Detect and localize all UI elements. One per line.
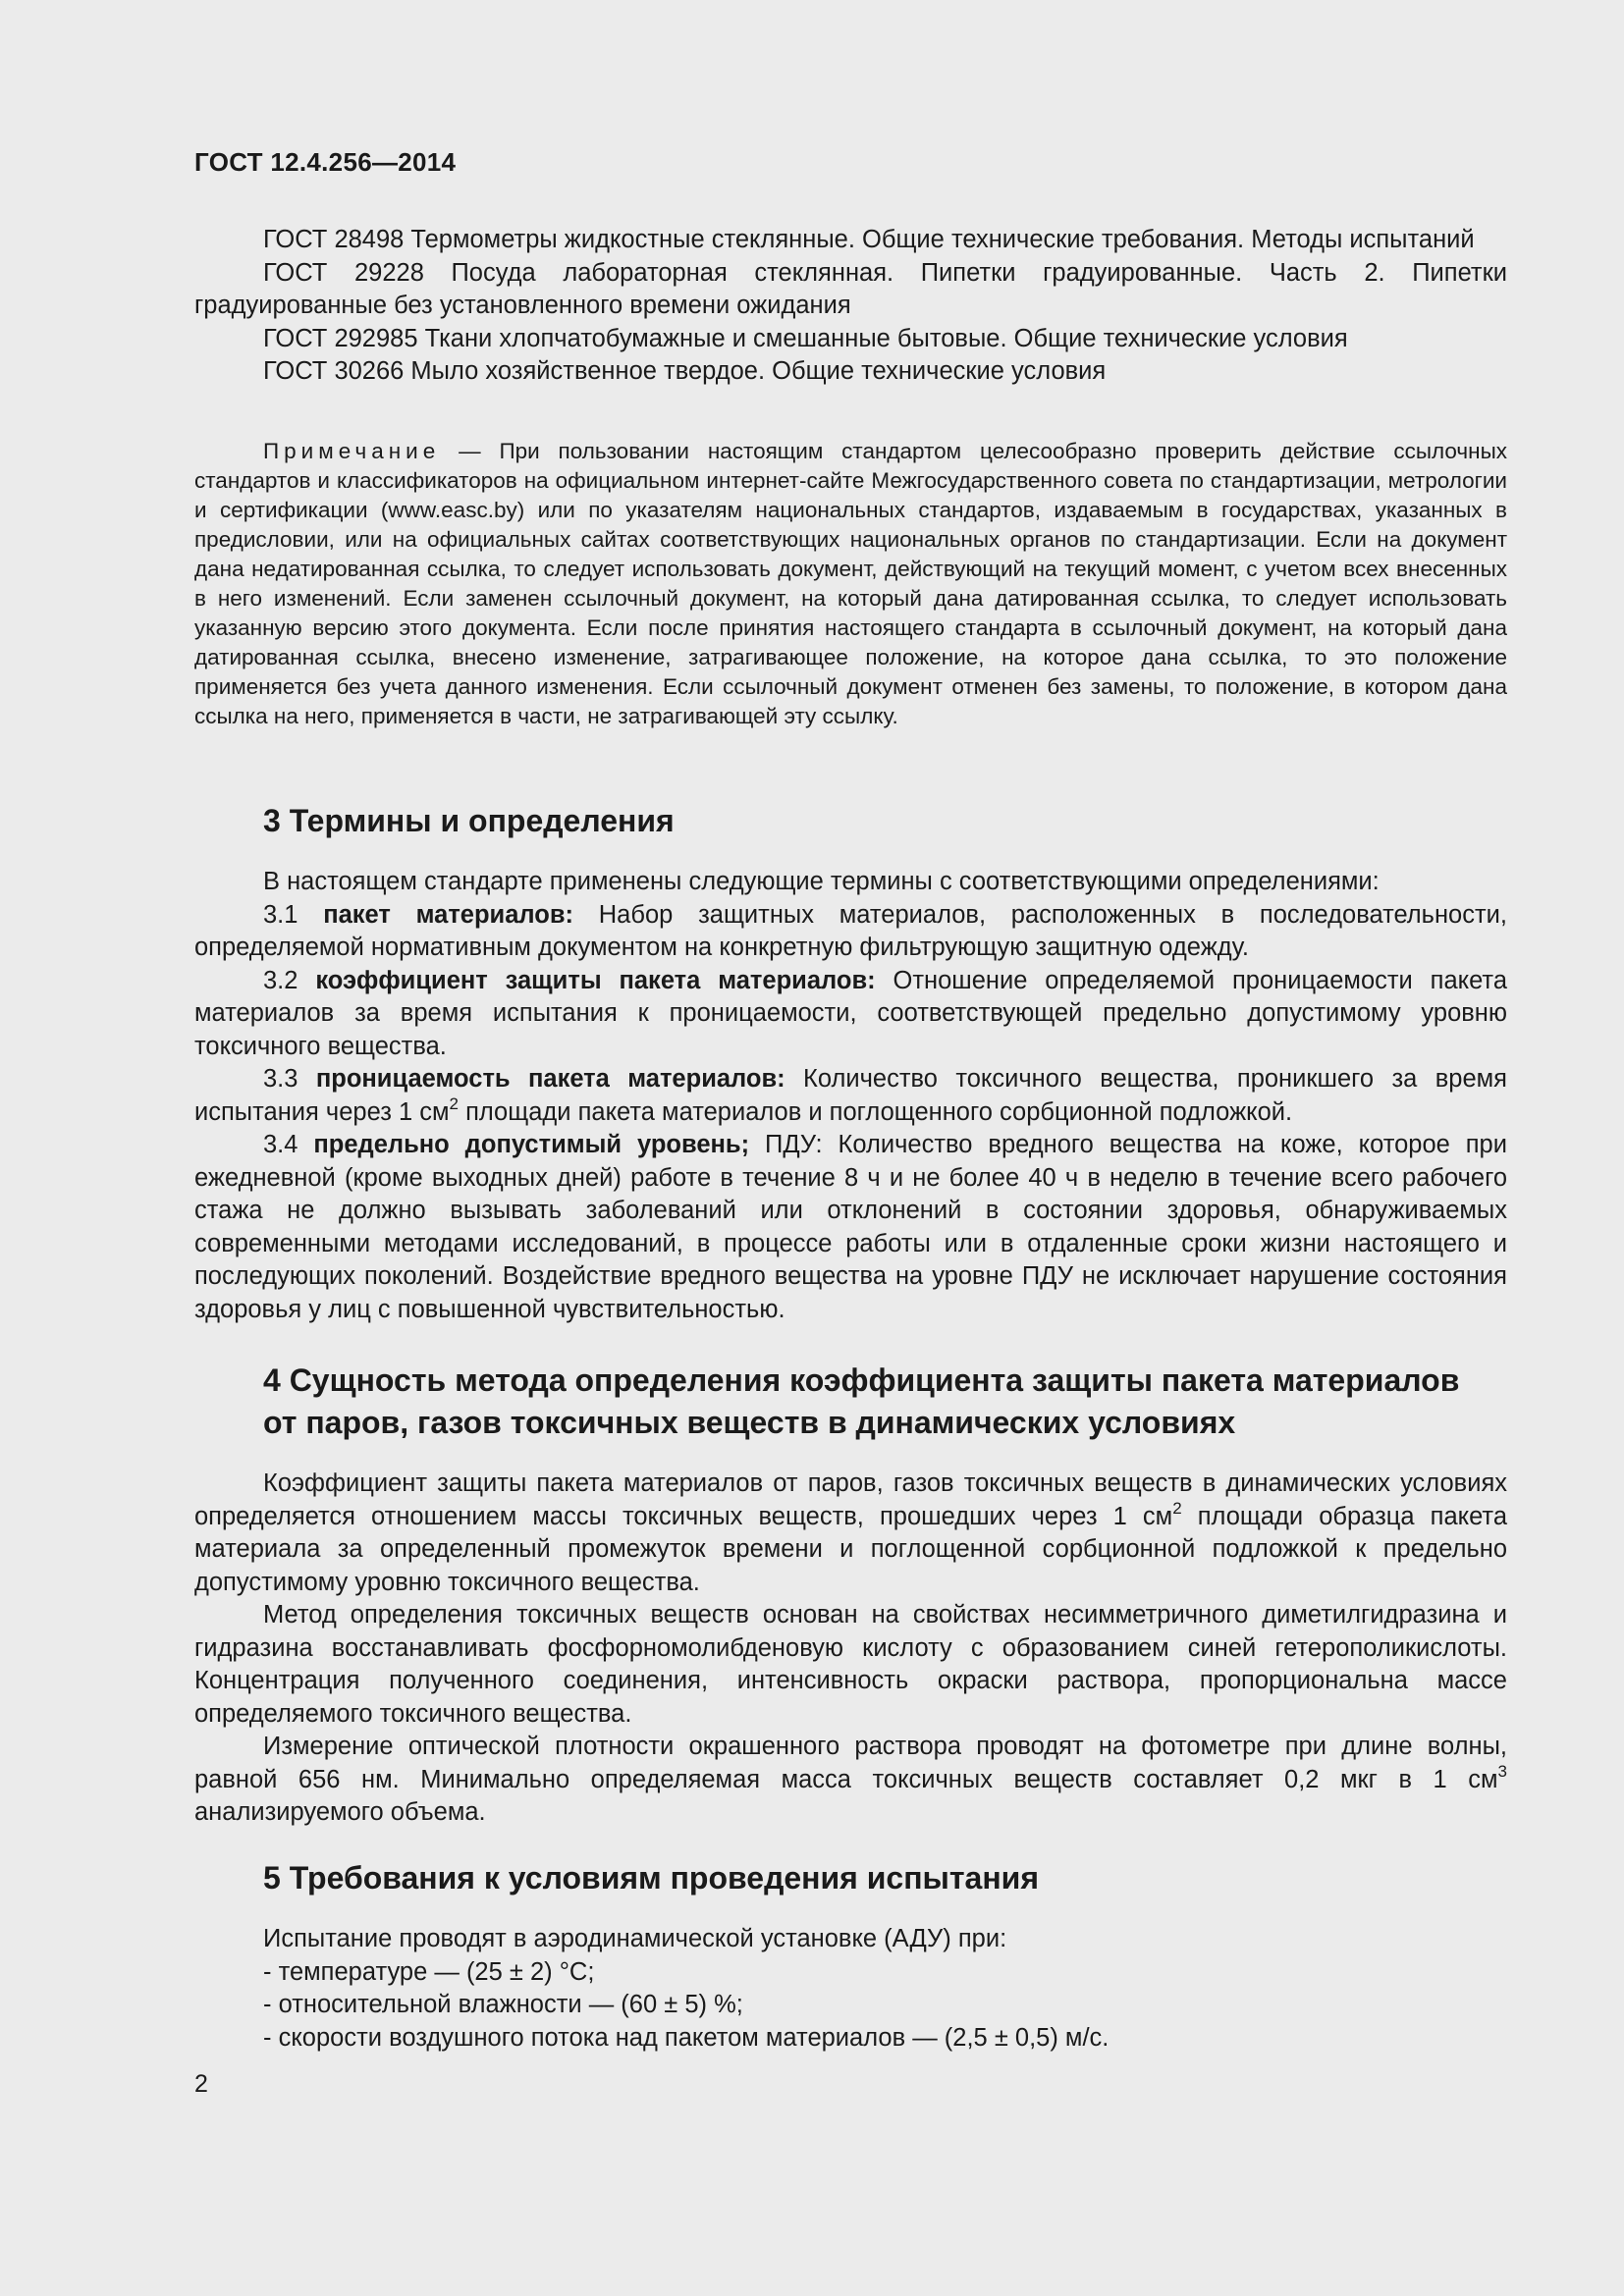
superscript: 3	[1497, 1761, 1507, 1781]
reference-item: ГОСТ 292985 Ткани хлопчатобумажные и смешанные бытовые. Общие технические условия	[263, 324, 1348, 352]
section-4-method	[194, 1360, 1507, 1830]
section-4-heading-line2: от паров, газов токсичных веществ в динамических условиях	[263, 1405, 1236, 1440]
conditions-intro: Испытание проводят в аэродинамической установке (АДУ) при:	[263, 1925, 1007, 1952]
section-5-conditions	[194, 1857, 1507, 2055]
term-definition: Набор защитных материалов, расположенных в последовательности, определяемой нормативным документом на конкретную фильтрующую защитную одежду.	[194, 900, 1507, 961]
term-name: проницаемость пакета материалов:	[315, 1065, 785, 1093]
list-item: - относительной влажности — (60 ± 5) %;	[263, 1991, 743, 2018]
term-number: 3.2	[263, 966, 316, 994]
section-5-heading: 5 Требования к условиям проведения испытания	[263, 1860, 1039, 1896]
conditions-list	[194, 1923, 1507, 2055]
section-3-heading: 3 Термины и определения	[263, 803, 675, 838]
reference-item: ГОСТ 30266 Мыло хозяйственное твердое. Общие технические условия	[263, 357, 1107, 385]
term-name: пакет материалов:	[323, 900, 574, 929]
paragraph-text: Коэффициент защиты пакета материалов от паров, газов токсичных веществ в динамических условиях определяется отношением массы токсичных веществ, прошедших через 1 см	[194, 1469, 1507, 1530]
term-3-4	[194, 1129, 1507, 1326]
term-number: 3.4	[263, 1131, 314, 1158]
reference-item: ГОСТ 29228 Посуда лабораторная стеклянная. Пипетки градуированные. Часть 2. Пипетки градуированные без установленного времени ожидания	[194, 258, 1507, 319]
term-name: предельно допустимый уровень;	[313, 1131, 750, 1158]
term-number: 3.3	[263, 1065, 316, 1093]
term-3-3	[194, 1063, 1507, 1129]
normative-references-list	[194, 224, 1507, 389]
paragraph-text-cont: площади образца пакета материала за определенный промежуток времени и поглощенной сорбционной подложкой к предельно допустимому уровню токсичного вещества.	[194, 1502, 1507, 1596]
term-definition-cont: площади пакета материалов и поглощенного сорбционной подложкой.	[459, 1097, 1293, 1126]
paragraph-text-cont: анализируемого объема.	[194, 1798, 486, 1826]
paragraph-text: Измерение оптической плотности окрашенного раствора проводят на фотометре при длине волны, равной 656 нм. Минимально определяемая масса токсичных веществ составляет 0,2 мкг в 1 см	[194, 1733, 1507, 1793]
section-3-intro: В настоящем стандарте применены следующие термины с соответствующими определениями:	[263, 868, 1380, 895]
note-paragraph	[194, 437, 1507, 731]
section-4-heading-line1: 4 Сущность метода определения коэффициента защиты пакета материалов	[263, 1362, 1460, 1398]
term-3-1	[194, 899, 1507, 965]
list-item: - скорости воздушного потока над пакетом материалов — (2,5 ± 0,5) м/с.	[263, 2023, 1110, 2052]
document-code-header: ГОСТ 12.4.256—2014	[194, 147, 457, 177]
section-4-paragraph-1	[194, 1468, 1507, 1599]
section-3-terms	[194, 800, 1507, 1326]
term-3-2	[194, 965, 1507, 1064]
note-label: Примечание	[263, 439, 441, 463]
term-number: 3.1	[263, 900, 324, 929]
section-4-paragraph-2: Метод определения токсичных веществ основан на свойствах несимметричного диметилгидразина и гидразина восстанавливать фосфорномолибденовую кислоту с образованием синей гетерополикислоты. Концентрация полученного соединения, интенсивность окраски раствора, пропорциональна массе определяемого токсичного вещества.	[194, 1601, 1507, 1728]
superscript: 2	[1172, 1498, 1182, 1518]
superscript: 2	[449, 1094, 459, 1113]
term-definition: ПДУ: Количество вредного вещества на коже, которое при ежедневной (кроме выходных дней) работе в течение 8 ч и не более 40 ч в неделю в течение всего рабочего стажа не должно вызывать заболеваний или отклонений в состоянии здоровья, обнаруживаемых современными методами исследований, в процессе работы или в отдаленные сроки жизни настоящего и последующих поколений. Воздействие вредного вещества на уровне ПДУ не исключает нарушение состояния здоровья у лиц с повышенной чувствительностью.	[194, 1131, 1507, 1323]
term-name: коэффициент защиты пакета материалов:	[315, 966, 876, 994]
reference-item: ГОСТ 28498 Термометры жидкостные стеклянные. Общие технические требования. Методы испытаний	[263, 226, 1475, 253]
term-definition: Отношение определяемой проницаемости пакета материалов за время испытания к проницаемости, соответствующей предельно допустимому уровню токсичного вещества.	[194, 966, 1507, 1060]
list-item: - температуре — (25 ± 2) °С;	[263, 1957, 595, 1986]
section-4-heading	[194, 1360, 1507, 1444]
note-text: — При пользовании настоящим стандартом целесообразно проверить действие ссылочных стандартов и классификаторов на официальном интернет-сайте Межгосударственного совета по стандартизации, метрологии и сертификации (www.easc.by) или по указателям национальных стандартов, издаваемым в государствах, указанных в предисловии, или на официальных сайтах соответствующих национальных органов по стандартизации. Если на документ дана недатированная ссылка, то следует использовать документ, действующий на текущий момент, с учетом всех внесенных в него изменений. Если заменен ссылочный документ, на который дана датированная ссылка, то следует использовать указанную версию этого документа. Если после принятия настоящего стандарта в ссылочный документ, на который дана датированная ссылка, внесено изменение, затрагивающее положение, на которое дана ссылка, то это положение применяется без учета данного изменения. Если ссылочный документ отменен без замены, то положение, в котором дана ссылка на него, применяется в части, не затрагивающей эту ссылку.	[194, 439, 1507, 728]
section-4-paragraph-3	[194, 1731, 1507, 1830]
page-number: 2	[194, 2070, 208, 2098]
term-definition: Количество токсичного вещества, проникшего за время испытания через 1 см	[194, 1065, 1507, 1126]
